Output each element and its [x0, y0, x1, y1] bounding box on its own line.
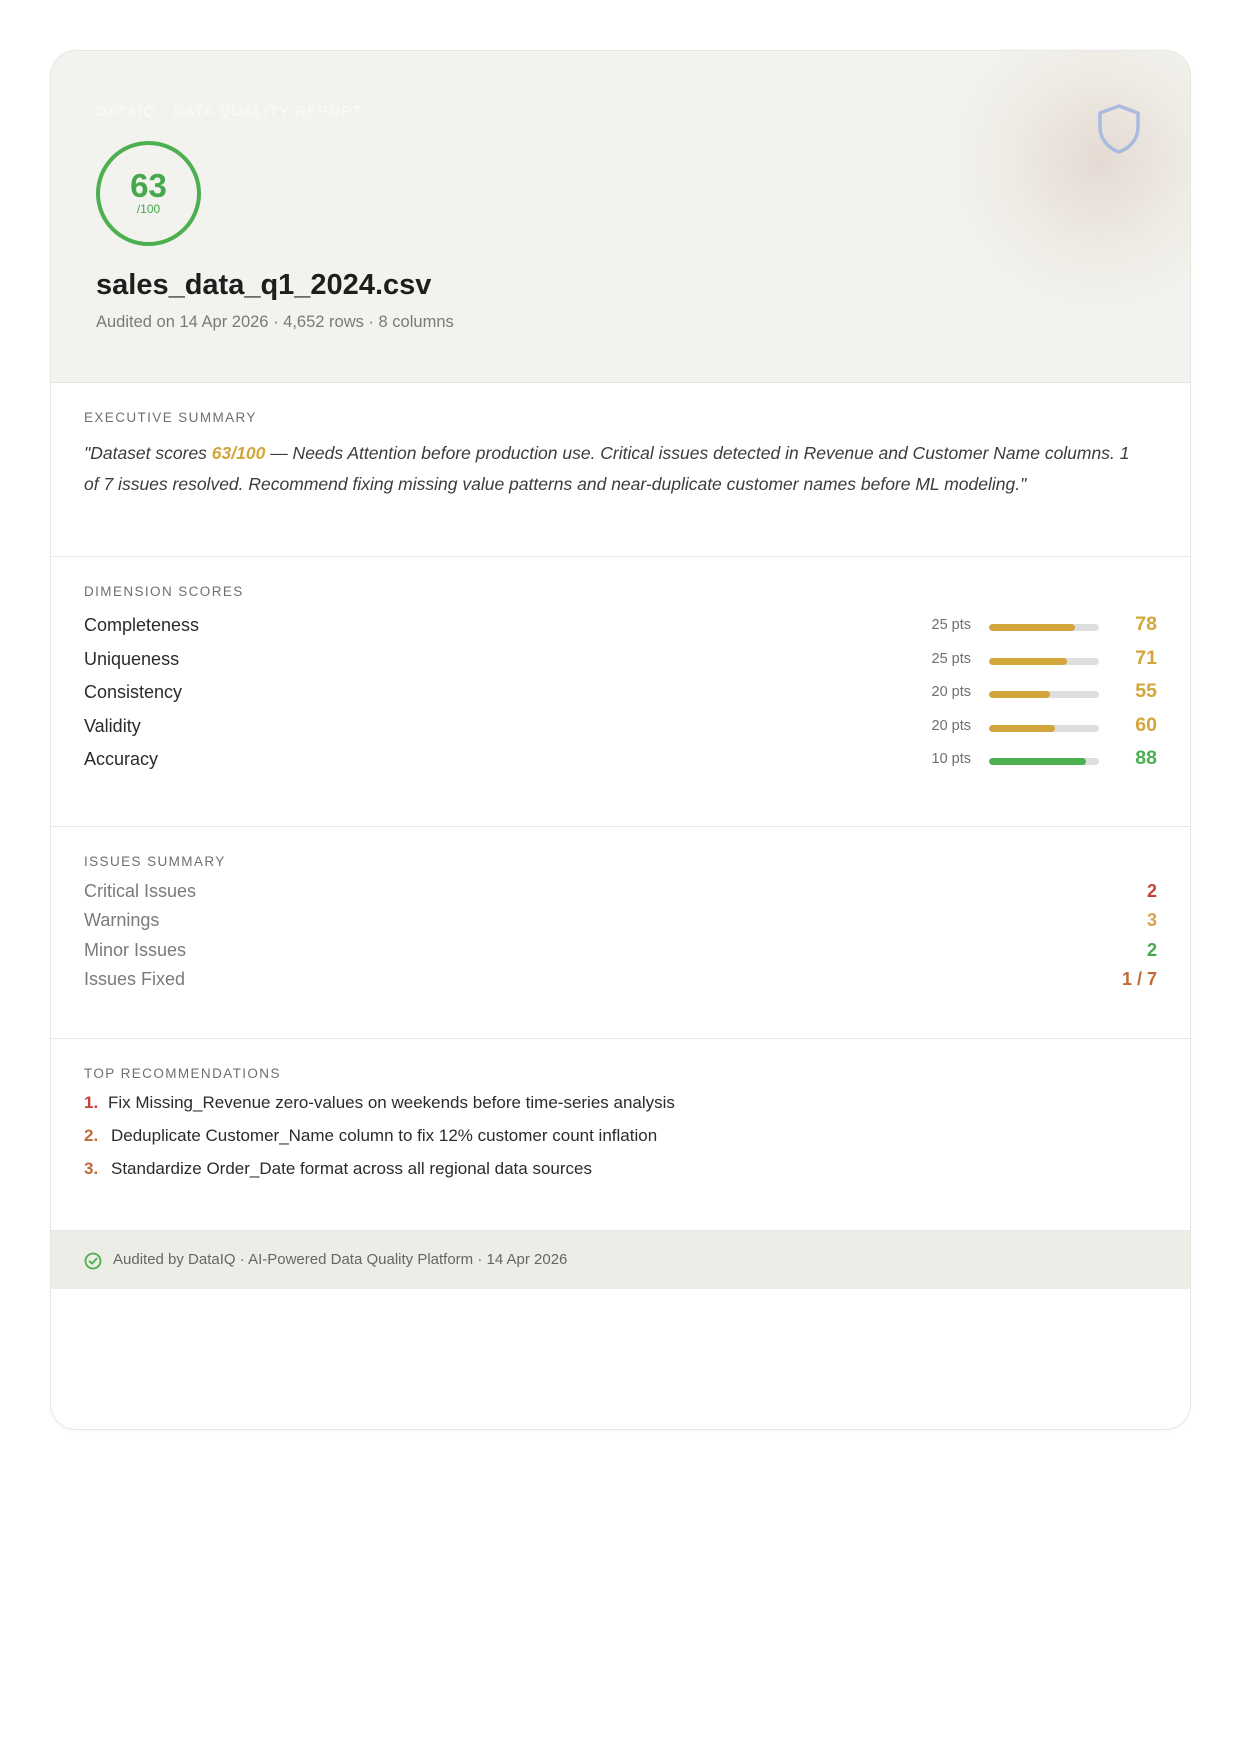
dimension-weight: 25 pts: [931, 650, 971, 667]
report-footer: [51, 1231, 1190, 1289]
audit-date: Audited on 14 Apr 2026: [96, 313, 269, 331]
issue-row: [84, 938, 1157, 964]
dimension-bar-fill: [989, 758, 1086, 765]
header-glow: [950, 51, 1190, 311]
issue-count: 2: [1146, 881, 1157, 901]
issue-label: Issues Fixed: [84, 968, 186, 989]
executive-summary-section: [51, 383, 1190, 557]
dimension-row: [84, 678, 1157, 708]
recommendations-section: [51, 1039, 1190, 1231]
dimension-bar-fill: [989, 725, 1055, 732]
brand-label: DATAIQ · DATA QUALITY REPORT: [96, 103, 364, 119]
section-title: ISSUES SUMMARY: [84, 854, 226, 869]
issue-row: [84, 967, 1157, 993]
report-header: [51, 51, 1190, 383]
recommendation-text: Standardize Order_Date format across all regional data sources: [111, 1159, 592, 1179]
dimension-bar: [989, 725, 1099, 732]
recommendation-item: [84, 1157, 1157, 1183]
summary-text-rest: — Needs Attention before production use. Critical issues detected in Revenue and Customer Name columns. 1 of 7 issues resolved. Recommend fixing missing value patterns and near-duplicate customer names before ML modeling.": [84, 443, 1130, 494]
overall-score: 63: [130, 167, 167, 204]
issue-row: [84, 879, 1157, 905]
summary-text-start: "Dataset scores: [84, 443, 212, 463]
dimension-bar-fill: [989, 658, 1067, 665]
dimension-label: Completeness: [84, 615, 200, 635]
section-title: TOP RECOMMENDATIONS: [84, 1066, 281, 1081]
dataset-meta: [96, 313, 454, 332]
dimension-weight: 20 pts: [931, 717, 971, 734]
recommendation-number: 1.: [84, 1093, 99, 1112]
dimension-row: [84, 611, 1157, 641]
issue-label: Minor Issues: [84, 939, 187, 960]
dimension-bar-fill: [989, 691, 1050, 698]
shield-icon: [1096, 103, 1142, 155]
dataset-file-name: sales_data_q1_2024.csv: [96, 269, 432, 301]
summary-text: [84, 438, 1144, 500]
overall-score-max: /100: [136, 202, 161, 216]
summary-score-highlight: 63/100: [211, 443, 266, 463]
check-circle-icon: [84, 1252, 102, 1270]
section-title: DIMENSION SCORES: [84, 584, 244, 599]
dimension-label: Accuracy: [84, 749, 159, 769]
dimension-bar: [989, 691, 1099, 698]
dimension-weight: 10 pts: [931, 751, 971, 767]
issue-label: Warnings: [84, 910, 160, 931]
recommendation-number: 3.: [84, 1159, 99, 1179]
dimension-label: Consistency: [84, 682, 183, 702]
recommendation-text: Deduplicate Customer_Name column to fix 12% customer count inflation: [111, 1126, 658, 1146]
dimension-score: 55: [1135, 680, 1157, 702]
dimension-label: Validity: [84, 715, 141, 736]
issue-count: 3: [1146, 910, 1157, 931]
issue-count: 2: [1146, 939, 1157, 960]
dimension-score: 60: [1135, 713, 1157, 736]
dimension-label: Uniqueness: [84, 648, 180, 669]
section-title: EXECUTIVE SUMMARY: [84, 410, 257, 425]
overall-score-ring: [96, 141, 201, 246]
footer-text: Audited by DataIQ · AI-Powered Data Quality Platform · 14 Apr 2026: [113, 1251, 568, 1268]
issue-row: [84, 908, 1157, 934]
issue-count: 1 / 7: [1121, 968, 1157, 989]
meta-separator: ·: [363, 313, 379, 331]
dimension-score: 71: [1135, 646, 1157, 669]
recommendation-text: Fix Missing_Revenue zero-values on weekends before time-series analysis: [108, 1093, 675, 1112]
recommendation-number: 2.: [84, 1126, 99, 1146]
recommendation-item: [84, 1091, 1157, 1117]
dimension-score: 78: [1135, 613, 1157, 635]
meta-separator: ·: [268, 313, 284, 331]
dimension-row: [84, 645, 1157, 675]
dimension-row: [84, 712, 1157, 742]
recommendation-item: [84, 1124, 1157, 1150]
dimension-bar: [989, 624, 1099, 631]
report-card: [50, 50, 1191, 1430]
dimension-weight: 20 pts: [931, 684, 971, 700]
dimension-weight: 25 pts: [931, 617, 971, 633]
dimension-score: 88: [1135, 747, 1157, 769]
dimension-bar-fill: [989, 624, 1075, 631]
dimension-row: [84, 745, 1157, 775]
dimension-bar: [989, 758, 1099, 765]
issue-label: Critical Issues: [84, 881, 197, 901]
dimension-bar: [989, 658, 1099, 665]
dimension-scores-section: [51, 557, 1190, 827]
row-count: 4,652 rows: [283, 313, 364, 331]
issues-summary-section: [51, 827, 1190, 1039]
column-count: 8 columns: [378, 313, 454, 331]
